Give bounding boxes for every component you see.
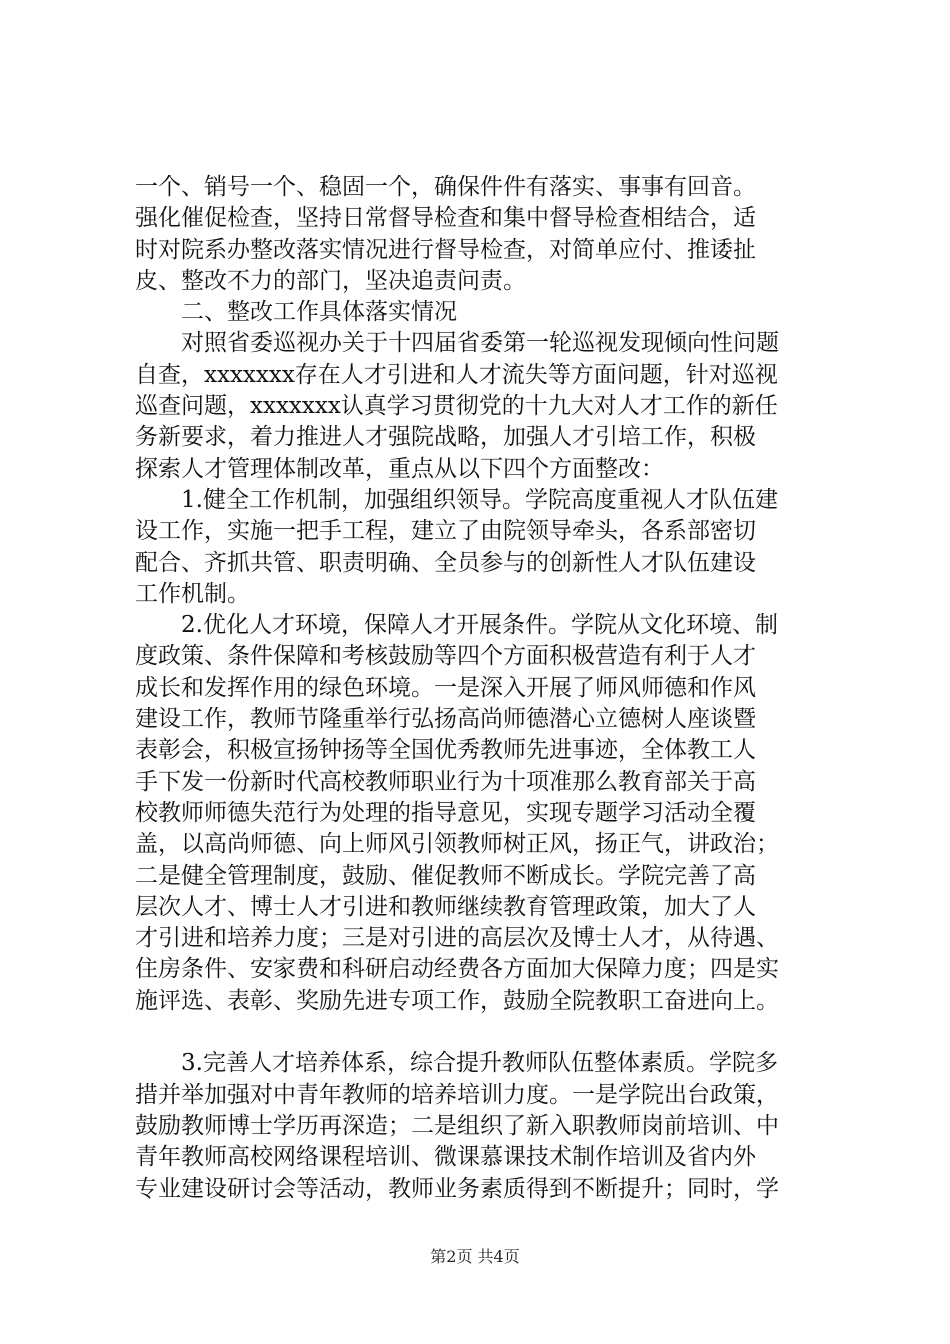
page-number-footer: 第2页 共4页 [430, 1247, 520, 1266]
text-line: 2.优化人才环境，保障人才开展条件。学院从文化环境、制 [135, 612, 778, 639]
text-line: 务新要求，着力推进人才强院战略，加强人才引培工作，积极 [135, 424, 756, 451]
text-line: 工作机制。 [135, 580, 250, 607]
paragraph-gap [135, 1017, 825, 1048]
text-line: 住房条件、安家费和科研启动经费各方面加大保障力度；四是实 [135, 956, 779, 983]
text-line: 表彰会，积极宣扬钟扬等全国优秀教师先进事迹，全体教工人 [135, 737, 756, 764]
text-line: 青年教师高校网络课程培训、微课慕课技术制作培训及省内外 [135, 1144, 756, 1171]
text-line: 1.健全工作机制，加强组织领导。学院高度重视人才队伍建 [135, 486, 778, 513]
text-line: 对照省委巡视办关于十四届省委第一轮巡视发现倾向性问题 [135, 330, 779, 357]
text-line: 建设工作，教师节隆重举行弘扬高尚师德潜心立德树人座谈暨 [135, 706, 756, 733]
text-line: 巡查问题，xxxxxxx认真学习贯彻党的十九大对人才工作的新任 [135, 393, 778, 420]
text-line: 手下发一份新时代高校教师职业行为十项准那么教育部关于高 [135, 768, 756, 795]
text-line: 度政策、条件保障和考核鼓励等四个方面积极营造有利于人才 [135, 643, 756, 670]
text-line: 层次人才、博士人才引进和教师继续教育管理政策，加大了人 [135, 893, 756, 920]
text-line: 自查，xxxxxxx存在人才引进和人才流失等方面问题，针对巡视 [135, 361, 778, 388]
text-line: 探索人才管理体制改革，重点从以下四个方面整改： [135, 455, 664, 482]
document-body [135, 172, 825, 1205]
section-heading: 二、整改工作具体落实情况 [135, 299, 457, 326]
text-line: 措并举加强对中青年教师的培养培训力度。一是学院出台政策， [135, 1081, 779, 1108]
text-line: 时对院系办整改落实情况进行督导检查，对简单应付、推诿扯 [135, 236, 756, 263]
text-line: 专业建设研讨会等活动，教师业务素质得到不断提升；同时，学 [135, 1175, 779, 1202]
text-line: 3.完善人才培养体系，综合提升教师队伍整体素质。学院多 [135, 1050, 778, 1077]
text-line: 皮、整改不力的部门，坚决追责问责。 [135, 267, 526, 294]
text-line: 鼓励教师博士学历再深造；二是组织了新入职教师岗前培训、中 [135, 1112, 779, 1139]
text-line: 盖，以高尚师德、向上师风引领教师树正风，扬正气，讲政治； [135, 831, 779, 858]
text-line: 一个、销号一个、稳固一个，确保件件有落实、事事有回音。 [135, 174, 756, 200]
text-line: 二是健全管理制度，鼓励、催促教师不断成长。学院完善了高 [135, 862, 756, 889]
text-line: 强化催促检查，坚持日常督导检查和集中督导检查相结合，适 [135, 205, 756, 232]
text-line: 成长和发挥作用的绿色环境。一是深入开展了师风师德和作风 [135, 674, 756, 701]
text-line: 施评选、表彰、奖励先进专项工作，鼓励全院教职工奋进向上。 [135, 987, 779, 1014]
text-line: 设工作，实施一把手工程，建立了由院领导牵头，各系部密切 [135, 518, 756, 545]
text-line: 校教师师德失范行为处理的指导意见，实现专题学习活动全覆 [135, 799, 756, 826]
text-line: 配合、齐抓共管、职责明确、全员参与的创新性人才队伍建设 [135, 549, 756, 576]
text-line: 才引进和培养力度；三是对引进的高层次及博士人才，从待遇、 [135, 925, 779, 952]
